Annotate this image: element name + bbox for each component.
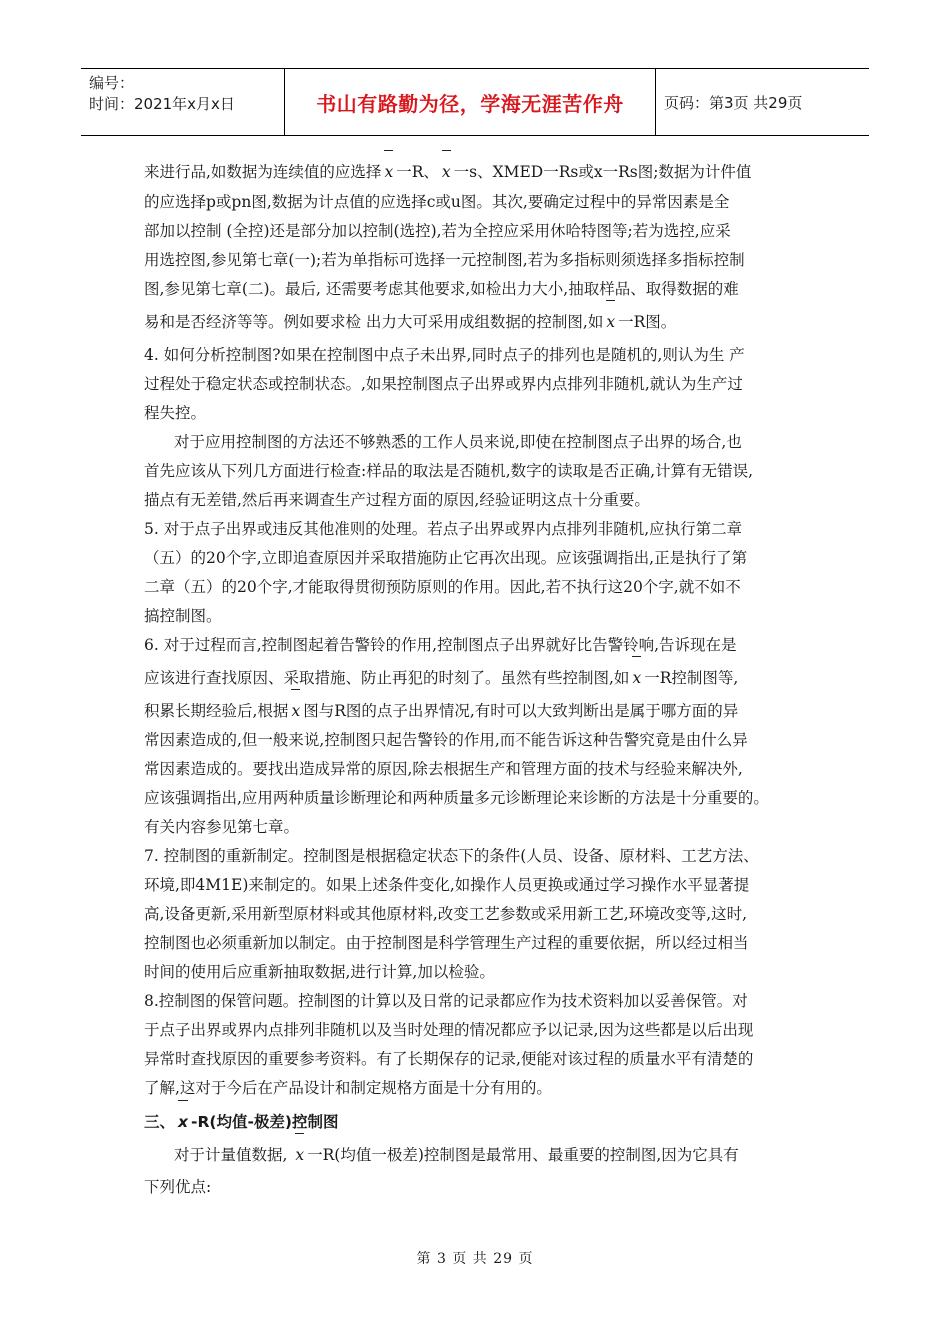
paragraph-line: 控制图也必须重新加以制定。由于控制图是科学管理生产过程的重要依据，所以经过相当 bbox=[144, 934, 749, 952]
text-run: -R(均值-极差)控制图 bbox=[191, 1113, 339, 1131]
header-motto: 书山有路勤为径，学海无涯苦作舟 bbox=[316, 91, 624, 116]
paragraph-line: 环境,即4M1E)来制定的。如果上述条件变化,如操作人员更换或通过学习操作水平显著提 bbox=[144, 876, 750, 894]
paragraph-line: 有关内容参见第七章。 bbox=[144, 818, 300, 836]
text-run: 一R控制图等, bbox=[644, 669, 739, 687]
paragraph-line: 7. 控制图的重新制定。控制图是根据稳定状态下的条件(人员、设备、原材料、工艺方法、 bbox=[144, 847, 759, 865]
paragraph-line bbox=[144, 160, 751, 184]
header-motto-cell bbox=[284, 69, 656, 135]
header-page-cell bbox=[656, 69, 869, 135]
paragraph-line: 首先应该从下列几方面进行检查:样品的取法是否随机,数字的读取是否正确,计算有无错误, bbox=[144, 462, 754, 480]
paragraph-line: 部加以控制 (全控)还是部分加以控制(选控),若为全控应采用休哈特图等;若为选控,应采 bbox=[144, 222, 731, 240]
paragraph-line: 用选控图,参见第七章(一);若为单指标可选择一元控制图,若为多指标则须选择多指标控制 bbox=[144, 251, 745, 269]
text-run: 一s、XMED一Rs或x一Rs图;数据为计件值 bbox=[453, 163, 752, 181]
paragraph-line: 程失控。 bbox=[144, 404, 207, 422]
paragraph-line: 了解,这对于今后在产品设计和制定规格方面是十分有用的。 bbox=[144, 1079, 552, 1097]
text-run: 对于计量值数据, bbox=[174, 1146, 293, 1164]
paragraph-line: 下列优点: bbox=[144, 1178, 212, 1196]
page-footer: 第 3 页 共 29 页 bbox=[416, 1251, 534, 1267]
x-bar-symbol: x bbox=[292, 1143, 307, 1167]
header-meta bbox=[81, 69, 284, 135]
paragraph-line: 6. 对于过程而言,控制图起着告警铃的作用,控制图点子出界就好比告警铃响,告诉现在是 bbox=[144, 636, 737, 654]
paragraph-line: 常因素造成的,但一般来说,控制图只起告警铃的作用,而不能告诉这种告警究竟是由什么异 bbox=[144, 731, 748, 749]
paragraph-line: 4. 如何分析控制图?如果在控制图中点子未出界,同时点子的排列也是随机的,则认为生 产 bbox=[144, 346, 745, 364]
paragraph-line: 异常时查找原因的重要参考资料。有了长期保存的记录,便能对该过程的质量水平有清楚的 bbox=[144, 1050, 754, 1068]
text-run: 应该进行查找原因、采取措施、防止再犯的时刻了。虽然有些控制图,如 bbox=[144, 669, 630, 687]
paragraph-line: 常因素造成的。要找出造成异常的原因,除去根据生产和管理方面的技术与经验来解决外, bbox=[144, 760, 743, 778]
text-run: 来进行品,如数据为连续值的应选择 bbox=[144, 163, 382, 181]
x-bar-symbol: x bbox=[439, 160, 454, 184]
paragraph-line bbox=[174, 1143, 739, 1167]
paragraph-line: 应该强调指出,应用两种质量诊断理论和两种质量多元诊断理论来诊断的方法是十分重要的。 bbox=[144, 789, 769, 807]
header-page-label: 页码：第3页 共29页 bbox=[664, 93, 803, 112]
paragraph-line: （五）的20个字,立即追查原因并采取措施防止它再次出现。应该强调指出,正是执行了第 bbox=[144, 549, 748, 567]
x-bar-symbol: x bbox=[288, 699, 303, 723]
paragraph-line: 二章（五）的20个字,才能取得贯彻预防原则的作用。因此,若不执行这20个字,就不如不 bbox=[144, 578, 741, 596]
paragraph-line: 对于应用控制图的方法还不够熟悉的工作人员来说,即使在控制图点子出界的场合,也 bbox=[174, 433, 742, 451]
section-heading bbox=[144, 1110, 339, 1134]
text-run: 一R、 bbox=[396, 163, 439, 181]
paragraph-line: 高,设备更新,采用新型原材料或其他原材料,改变工艺参数或采用新工艺,环境改变等,这时, bbox=[144, 905, 748, 923]
paragraph-line: 时间的使用后应重新抽取数据,进行计算,加以检验。 bbox=[144, 963, 495, 981]
text-run: 一R(均值一极差)控制图是最常用、最重要的控制图,因为它具有 bbox=[307, 1146, 739, 1164]
paragraph-line bbox=[144, 666, 738, 690]
paragraph-line: 5. 对于点子出界或违反其他准则的处理。若点子出界或界内点排列非随机,应执行第二章 bbox=[144, 520, 743, 538]
paragraph-line: 于点子出界或界内点排列非随机以及当时处理的情况都应予以记录,因为这些都是以后出现 bbox=[144, 1021, 754, 1039]
text-run: 易和是否经济等等。例如要求检 出力大可采用成组数据的控制图,如 bbox=[144, 313, 604, 331]
text-run: 一R图。 bbox=[618, 313, 677, 331]
x-bar-symbol: x bbox=[175, 1110, 191, 1134]
paragraph-line: 8.控制图的保管问题。控制图的计算以及日常的记录都应作为技术资料加以妥善保管。对 bbox=[144, 992, 748, 1010]
paragraph-line: 搞控制图。 bbox=[144, 607, 222, 625]
doc-time-label: 时间：2021年x月x日 bbox=[89, 95, 235, 113]
x-bar-symbol: x bbox=[629, 666, 644, 690]
paragraph-line: 描点有无差错,然后再来调查生产过程方面的原因,经验证明这点十分重要。 bbox=[144, 491, 650, 509]
doc-number-label: 编号： bbox=[89, 74, 135, 92]
text-run: 三、 bbox=[144, 1113, 176, 1131]
paragraph-line bbox=[144, 310, 676, 334]
paragraph-line: 图,参见第七章(二)。最后, 还需要考虑其他要求,如检出力大小,抽取样品、取得数据的难 bbox=[144, 280, 739, 298]
paragraph-line: 的应选择p或pn图,数据为计点值的应选择c或u图。其次,要确定过程中的异常因素是全 bbox=[144, 193, 730, 211]
x-bar-symbol: x bbox=[603, 310, 618, 334]
paragraph-line bbox=[144, 699, 738, 723]
text-run: 图与R图的点子出界情况,有时可以大致判断出是属于哪方面的异 bbox=[303, 702, 739, 720]
x-bar-symbol: x bbox=[381, 160, 396, 184]
text-run: 积累长期经验后,根据 bbox=[144, 702, 289, 720]
paragraph-line: 过程处于稳定状态或控制状态。,如果控制图点子出界或界内点排列非随机,就认为生产过 bbox=[144, 375, 743, 393]
header-table bbox=[81, 68, 869, 136]
